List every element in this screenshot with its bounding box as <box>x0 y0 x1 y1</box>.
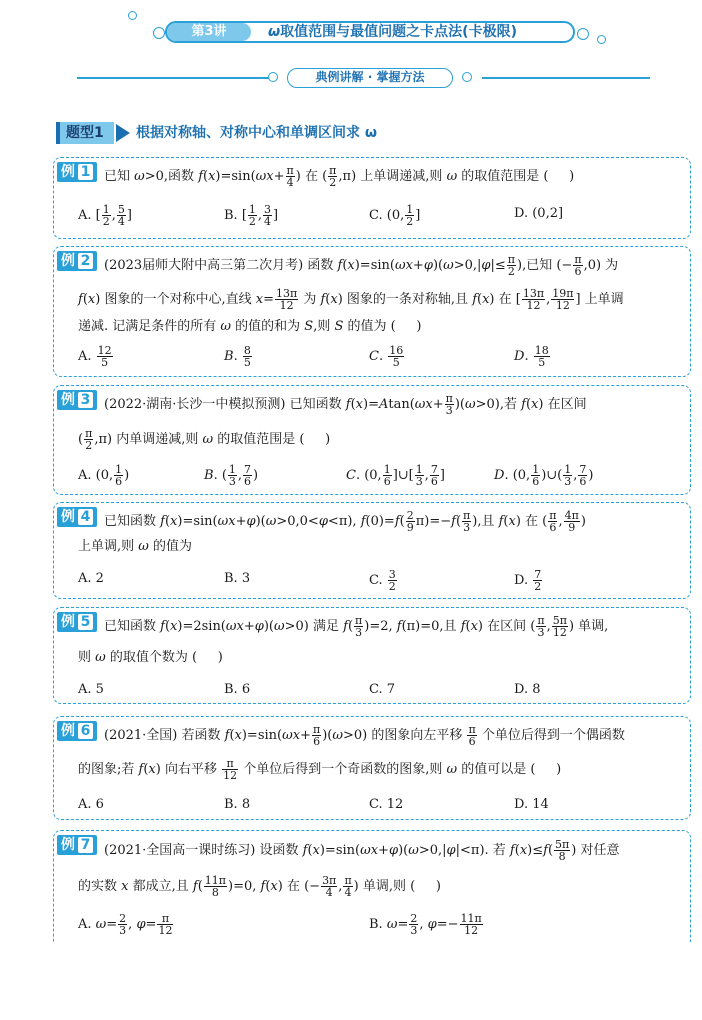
option-b: B. [ $\frac{1}{2}$ , $\frac{3}{4}$ ] <box>224 203 279 228</box>
question-text: 的实数 x 都成立,且 f( $\frac{11\pi}{8}$ )=0, f(x) 在 (− $\frac{3\pi}{4}$ , $\frac{\pi}{4}$ ) 单调,则 ( ) <box>78 874 441 899</box>
option-d: D. $\frac{18}{5}$ <box>514 344 549 369</box>
example-box-1 <box>53 157 691 239</box>
decor-circle <box>153 27 165 39</box>
option-c: C. $\frac{3}{2}$ <box>369 568 396 593</box>
option-d: D. (0, $\frac{1}{6}$ )∪( $\frac{1}{3}$ , $\frac{7}{6}$ ) <box>494 463 594 488</box>
example-badge: 例 5 <box>57 612 97 632</box>
option-b: B. 8 <box>224 797 251 812</box>
question-text: 已知函数 f(x)=sin(ωx+φ)(ω>0,0<φ<π), f(0)=f( $\frac{2}{9}$ π)=−f( $\frac{\pi}{3}$ ),且 f(x) 在 ( $\frac{\pi}{6}$ , $\frac{4\pi}{9}$ ) <box>104 509 586 534</box>
example-badge: 例 4 <box>57 507 97 527</box>
option-d: D. 14 <box>514 797 549 812</box>
question-text: f(x) 图象的一个对称中心,直线 x= $\frac{13\pi}{12}$ 为 f(x) 图象的一条对称轴,且 f(x) 在 [ $\frac{13\pi}{12}$ , $\frac{19\pi}{12}$ ] 上单调 <box>78 287 624 312</box>
decor-circle <box>462 72 472 82</box>
example-box-4 <box>53 502 691 599</box>
question-text: (2021·全国) 若函数 f(x)=sin(ωx+ $\frac{\pi}{6}$ )(ω>0) 的图象向左平移 $\frac{\pi}{6}$ 个单位后得到一个偶函数 <box>104 723 625 748</box>
section-subtitle: 典例讲解 · 掌握方法 <box>287 68 453 88</box>
decor-circle <box>597 35 606 44</box>
option-b: B. ( $\frac{1}{3}$ , $\frac{7}{6}$ ) <box>204 463 259 488</box>
question-text: 的图象;若 f(x) 向右平移 $\frac{\pi}{12}$ 个单位后得到一个奇函数的图象,则 ω 的值可以是 ( ) <box>78 757 562 782</box>
option-a: A. 2 <box>78 571 104 586</box>
option-c: C. 7 <box>369 682 396 697</box>
arrow-icon <box>116 124 130 142</box>
question-text: 已知函数 f(x)=2sin(ωx+φ)(ω>0) 满足 f( $\frac{\pi}{3}$ )=2, f(π)=0,且 f(x) 在区间 ( $\frac{\pi}{3}$ , $\frac{5\pi}{12}$ ) 单调, <box>104 614 609 639</box>
lesson-banner <box>150 19 590 45</box>
lesson-number: 第3讲 <box>167 23 251 41</box>
option-b: B. $\frac{8}{5}$ <box>224 344 251 369</box>
option-b: B. 6 <box>224 682 251 697</box>
example-box-5 <box>53 607 691 704</box>
question-text: ( $\frac{\pi}{2}$ ,π) 内单调递减,则 ω 的取值范围是 ( ) <box>78 427 331 452</box>
option-b: B. ω= $\frac{2}{3}$ , φ=− $\frac{11\pi}{12}$ <box>369 912 482 937</box>
option-a: A. 5 <box>78 682 104 697</box>
question-text: 则 ω 的取值个数为 ( ) <box>78 650 223 665</box>
divider-line <box>77 77 272 79</box>
topic-text: 根据对称轴、对称中心和单调区间求 ω <box>136 125 378 141</box>
question-text: 递减. 记满足条件的所有 ω 的值的和为 S,则 S 的值为 ( ) <box>78 319 422 334</box>
option-b: B. 3 <box>224 571 251 586</box>
example-badge: 例 3 <box>57 390 97 410</box>
example-box-2 <box>53 246 691 377</box>
option-d: D. (0,2] <box>514 206 564 221</box>
option-a: A. $\frac{12}{5}$ <box>78 344 112 369</box>
decor-circle <box>128 11 137 20</box>
option-c: C. $\frac{16}{5}$ <box>369 344 404 369</box>
lesson-title: ω取值范围与最值问题之卡点法(卡极限) <box>268 24 517 40</box>
option-d: D. $\frac{7}{2}$ <box>514 568 542 593</box>
option-a: A. [ $\frac{1}{2}$ , $\frac{5}{4}$ ] <box>78 203 132 228</box>
option-c: C. (0, $\frac{1}{6}$ ]∪[ $\frac{1}{3}$ , $\frac{7}{6}$ ] <box>346 463 445 488</box>
option-a: A. 6 <box>78 797 104 812</box>
question-text: (2021·全国高一课时练习) 设函数 f(x)=sin(ωx+φ)(ω>0,|φ|<π). 若 f(x)≤f( $\frac{5\pi}{8}$ ) 对任意 <box>104 838 620 863</box>
option-d: D. 8 <box>514 682 541 697</box>
option-c: C. 12 <box>369 797 404 812</box>
decor-circle <box>268 72 278 82</box>
decor-circle <box>577 28 589 40</box>
example-badge: 例 6 <box>57 721 97 741</box>
example-box-7 <box>53 830 691 942</box>
example-badge: 例 7 <box>57 835 97 855</box>
topic-tag: 题型1 <box>56 122 114 144</box>
option-a: A. (0, $\frac{1}{6}$ ) <box>78 463 130 488</box>
example-box-6 <box>53 716 691 820</box>
option-a: A. ω= $\frac{2}{3}$ , φ= $\frac{\pi}{12}$ <box>78 912 173 937</box>
question-text: 上单调,则 ω 的值为 <box>78 539 193 554</box>
question-text: 已知 ω>0,函数 f(x)=sin(ωx+ $\frac{\pi}{4}$ ) 在 ( $\frac{\pi}{2}$ ,π) 上单调递减,则 ω 的取值范围是 ( ) <box>104 164 575 189</box>
example-badge: 例 1 <box>57 162 97 182</box>
question-text: (2022·湖南·长沙一中模拟预测) 已知函数 f(x)=Atan(ωx+ $\frac{\pi}{3}$ )(ω>0),若 f(x) 在区间 <box>104 392 587 417</box>
option-c: C. (0, $\frac{1}{2}$ ] <box>369 203 421 228</box>
example-badge: 例 2 <box>57 251 97 271</box>
divider-line <box>482 77 650 79</box>
question-text: (2023届师大附中高三第二次月考) 函数 f(x)=sin(ωx+φ)(ω>0,|φ|≤ $\frac{\pi}{2}$ ),已知 (− $\frac{\pi}{6}$ ,0) 为 <box>104 253 619 278</box>
example-box-3 <box>53 385 691 495</box>
